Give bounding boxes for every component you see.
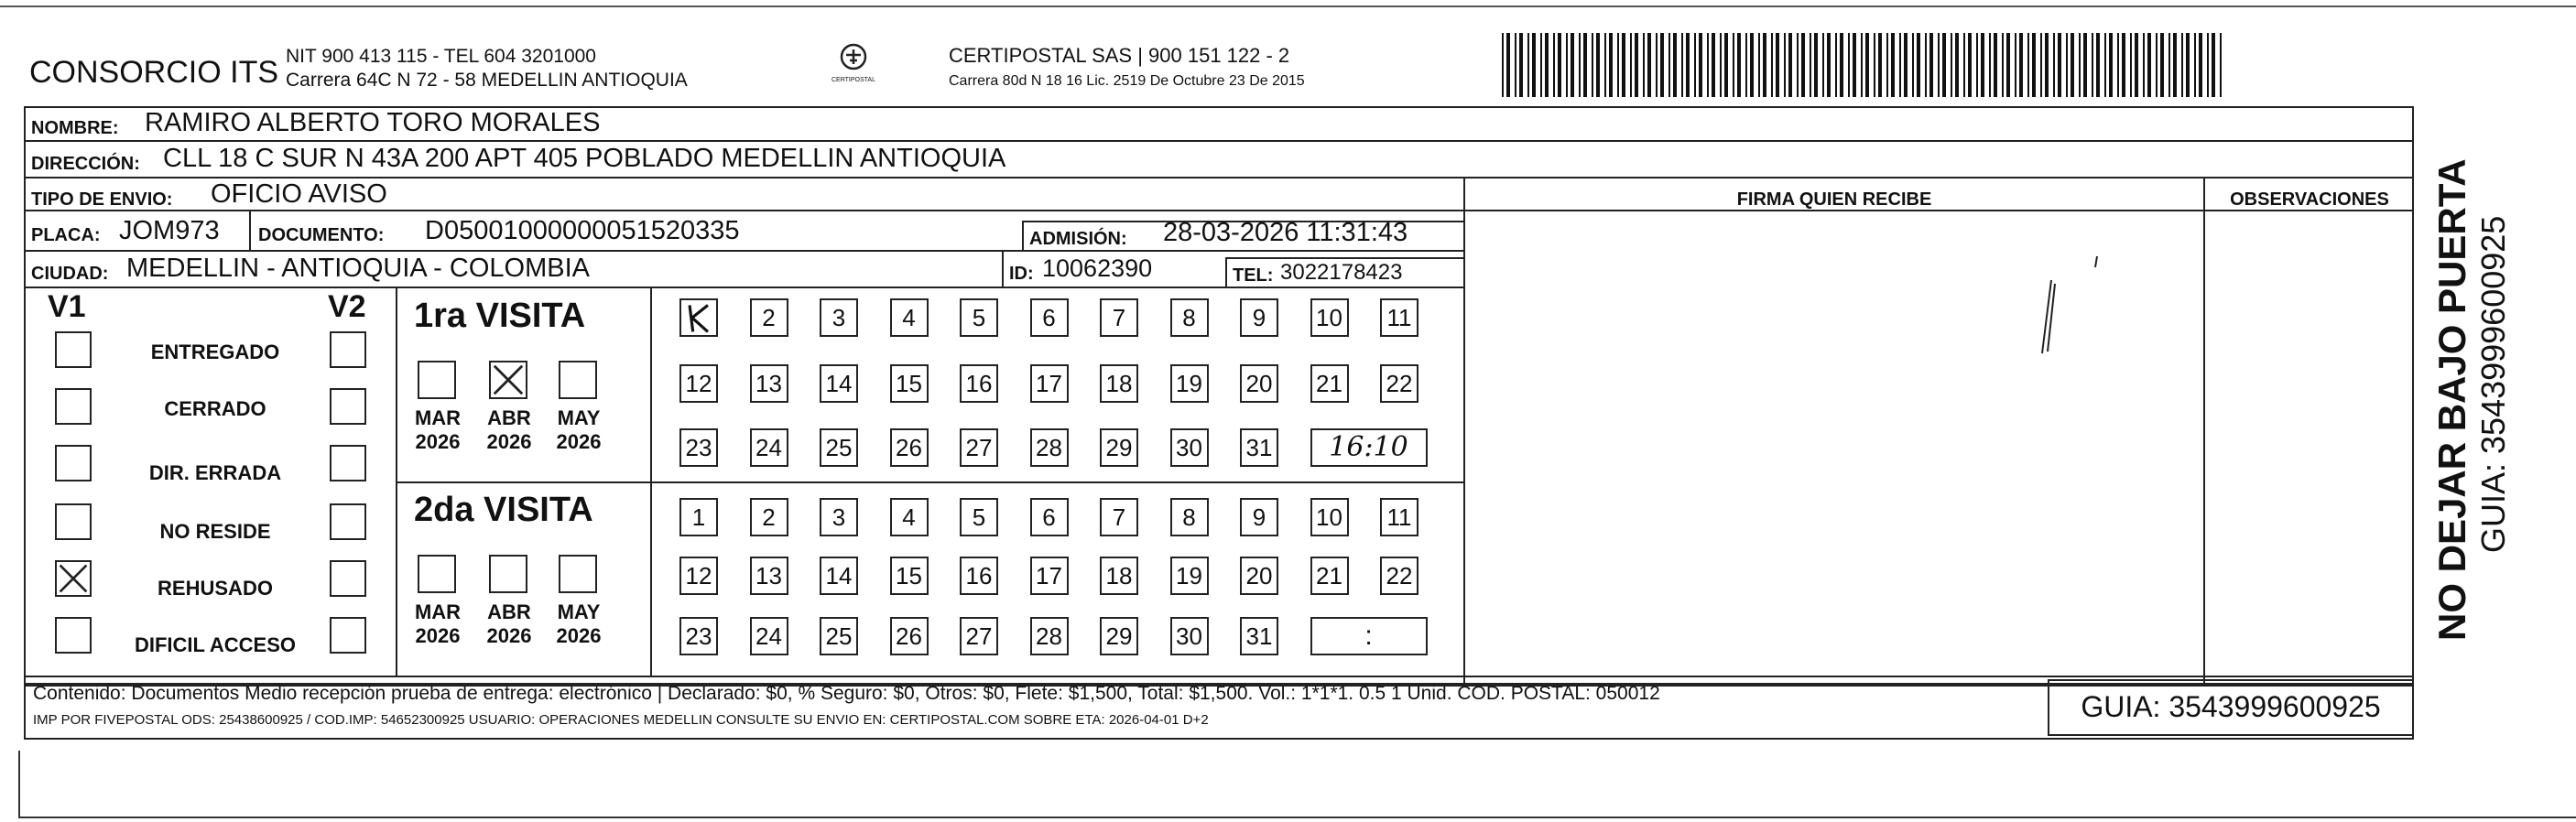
carrier-line1: CERTIPOSTAL SAS | 900 151 122 - 2 xyxy=(949,44,1290,67)
barcode-bar xyxy=(2071,33,2074,97)
visit1-day-box[interactable]: 23 xyxy=(679,428,718,467)
barcode-bar xyxy=(2104,33,2106,97)
barcode-bar xyxy=(1853,33,1856,97)
visit1-day-box[interactable] xyxy=(679,298,718,337)
visit-separator xyxy=(396,481,1463,483)
barcode-bar xyxy=(1532,33,1536,97)
barcode-bar xyxy=(1515,33,1516,97)
visit2-day-box[interactable]: 28 xyxy=(1030,617,1069,655)
footer-content: Contenido: Documentos Medio recepción prueba de entrega: electrónico | Declarado: $0, % Seguro: $0, Otros: $0, Flete: $1,500, Total: $1,500. Vol.: 1*1*1. 0.5 1 Unid. COD. POSTAL: 050012 xyxy=(33,683,1660,704)
barcode-bar xyxy=(1968,33,1972,97)
barcode-bar xyxy=(1502,33,1504,97)
visit2-month-checkbox[interactable] xyxy=(559,555,597,593)
footer-imp: IMP POR FIVEPOSTAL ODS: 25438600925 / COD.IMP: 54652300925 USUARIO: OPERACIONES MEDELLIN CONSULTE SU ENVIO EN: CERTIPOSTAL.COM SOBRE ETA: 2026-04-01 D+2 xyxy=(33,712,1209,728)
barcode-bar xyxy=(1929,33,1933,97)
visit1-month-year: 2026 xyxy=(486,430,532,453)
visit2-day-box[interactable]: 17 xyxy=(1030,557,1069,595)
barcode-bar xyxy=(1827,33,1831,97)
tel-label: TEL: xyxy=(1233,265,1274,286)
visit2-day-box[interactable]: 9 xyxy=(1240,498,1278,536)
visit1-day-box[interactable]: 29 xyxy=(1100,428,1138,467)
barcode-bar xyxy=(1938,33,1940,97)
barcode-bar xyxy=(1724,33,1728,97)
visit2-month-label xyxy=(473,600,546,648)
barcode-bar xyxy=(1763,33,1766,97)
name-label: NOMBRE: xyxy=(31,118,119,138)
barcode-bar xyxy=(2147,33,2151,97)
barcode-bar xyxy=(2117,33,2119,97)
barcode-bar xyxy=(2027,33,2029,97)
id-divider xyxy=(1002,252,1004,288)
v1-checkbox[interactable] xyxy=(55,560,92,597)
visit1-day-box[interactable]: 20 xyxy=(1240,364,1278,403)
barcode-bar xyxy=(1925,33,1927,97)
visit2-day-box[interactable]: 26 xyxy=(890,617,929,655)
barcode-bar xyxy=(2002,33,2004,97)
barcode-bar xyxy=(2092,33,2093,97)
visit2-day-box[interactable]: 1 xyxy=(679,498,718,536)
visit1-day-box[interactable]: 13 xyxy=(750,364,788,403)
barcode-bar xyxy=(2109,33,2113,97)
barcode-bar xyxy=(2006,33,2010,97)
barcode-bar xyxy=(1737,33,1741,97)
visit1-day-box[interactable]: 10 xyxy=(1310,298,1349,337)
visit1-day-box[interactable]: 11 xyxy=(1380,298,1418,337)
visit2-day-box[interactable]: 14 xyxy=(820,557,858,595)
visit2-day-box[interactable]: 24 xyxy=(750,617,788,655)
barcode-bar xyxy=(1810,33,1811,97)
barcode-bar xyxy=(1776,33,1779,97)
footer-guia: GUIA: 3543999600925 xyxy=(2081,690,2381,723)
logo-text: CERTIPOSTAL xyxy=(831,77,875,83)
visit2-day-box[interactable]: 8 xyxy=(1170,498,1209,536)
barcode-bar xyxy=(1527,33,1529,97)
visit2-month-checkbox[interactable] xyxy=(489,555,527,593)
barcode-bar xyxy=(1630,33,1632,97)
status-label: DIR. ERRADA xyxy=(148,461,282,484)
shipment-type: OFICIO AVISO xyxy=(211,179,387,209)
barcode-bar xyxy=(1558,33,1561,97)
visit1-month-label xyxy=(542,406,615,454)
barcode-bar xyxy=(1660,33,1664,97)
company-name: CONSORCIO ITS xyxy=(29,55,279,90)
barcode-bar xyxy=(2058,33,2061,97)
barcode-bar xyxy=(1519,33,1523,97)
id-label: ID: xyxy=(1009,264,1034,284)
barcode-bar xyxy=(1976,33,1978,97)
barcode-bar xyxy=(1814,33,1818,97)
status-label: CERRADO xyxy=(164,397,266,420)
visit1-month-label xyxy=(473,406,546,454)
barcode-bar xyxy=(1955,33,1959,97)
barcode-bar xyxy=(2040,33,2042,97)
v1-label: V1 xyxy=(48,289,86,324)
barcode-bar xyxy=(1733,33,1734,97)
barcode-bar xyxy=(1801,33,1805,97)
barcode-bar xyxy=(1681,33,1683,97)
visit2-day-box[interactable]: 16 xyxy=(960,557,998,595)
visit2-day-box[interactable]: 19 xyxy=(1170,557,1209,595)
barcode-bar xyxy=(2168,33,2170,97)
visit1-day-box[interactable]: 25 xyxy=(820,428,858,467)
visit2-day-box[interactable]: 18 xyxy=(1100,557,1138,595)
certipostal-logo xyxy=(830,40,877,95)
visit2-day-box[interactable]: 31 xyxy=(1240,617,1278,655)
visit1-day-box[interactable]: 5 xyxy=(960,298,998,337)
barcode-bar xyxy=(1647,33,1651,97)
visit2-day-box[interactable]: 2 xyxy=(750,498,788,536)
barcode-bar xyxy=(1699,33,1702,97)
visit1-day-box[interactable]: 3 xyxy=(820,298,858,337)
v2-checkbox[interactable] xyxy=(330,560,366,597)
barcode-bar xyxy=(2066,33,2068,97)
barcode-bar xyxy=(1712,33,1715,97)
barcode-bar xyxy=(1784,33,1786,97)
barcode-bar xyxy=(2032,33,2036,97)
barcode-bar xyxy=(1596,33,1600,97)
barcode-bar xyxy=(1904,33,1908,97)
barcode-bar xyxy=(1694,33,1696,97)
id-value: 10062390 xyxy=(1042,254,1153,282)
visit1-day-box[interactable]: 15 xyxy=(890,364,929,403)
visit2-day-box[interactable]: 15 xyxy=(890,557,929,595)
tel-top-line xyxy=(1225,257,1465,259)
barcode-bar xyxy=(1886,33,1888,97)
barcode-bar xyxy=(1707,33,1709,97)
visit2-month-name: MAY xyxy=(557,600,601,623)
barcode-bar xyxy=(2053,33,2055,97)
visit1-month-name: MAY xyxy=(557,406,601,429)
admission-label: ADMISIÓN: xyxy=(1029,229,1127,249)
city-label: CIUDAD: xyxy=(31,264,109,284)
visit2-day-box[interactable]: 30 xyxy=(1170,617,1209,655)
visit2-day-box[interactable]: 11 xyxy=(1380,498,1418,536)
barcode-bar xyxy=(1745,33,1747,97)
visit1-day-box[interactable]: 18 xyxy=(1100,364,1138,403)
visit1-month-name: MAR xyxy=(414,406,462,429)
visit1-day-box[interactable]: 30 xyxy=(1170,428,1209,467)
visit1-day-box[interactable]: 8 xyxy=(1170,298,1209,337)
visit2-month-year: 2026 xyxy=(556,624,602,647)
barcode-bar xyxy=(2173,33,2177,97)
visit1-day-box[interactable]: 16 xyxy=(960,364,998,403)
document-label: DOCUMENTO: xyxy=(258,225,385,245)
barcode-bar xyxy=(1840,33,1843,97)
visit1-day-box[interactable]: 17 xyxy=(1030,364,1069,403)
v1-checkbox[interactable] xyxy=(55,617,92,654)
plate-value: JOM973 xyxy=(119,216,220,245)
barcode-bar xyxy=(1951,33,1952,97)
v1-checkbox[interactable] xyxy=(55,445,92,481)
visit2-day-box[interactable]: 21 xyxy=(1310,557,1349,595)
visit2-month-checkbox[interactable] xyxy=(418,555,456,593)
status-label: DIFICIL ACCESO xyxy=(134,633,296,656)
visit1-month-year: 2026 xyxy=(556,430,602,453)
visit2-day-box[interactable]: 6 xyxy=(1030,498,1069,536)
barcode-bar xyxy=(1540,33,1542,97)
visit2-day-box[interactable]: 23 xyxy=(679,617,718,655)
v1-checkbox[interactable] xyxy=(55,503,92,540)
barcode-bar xyxy=(1981,33,1984,97)
visit1-day-box[interactable]: 9 xyxy=(1240,298,1278,337)
barcode-bar xyxy=(2194,33,2196,97)
visit2-day-box[interactable]: 27 xyxy=(960,617,998,655)
company-line2: Carrera 64C N 72 - 58 MEDELLIN ANTIOQUIA xyxy=(286,70,688,91)
barcode-bar xyxy=(1635,33,1638,97)
barcode-bar xyxy=(1942,33,1946,97)
barcode-bar xyxy=(1579,33,1581,97)
barcode-bar xyxy=(1609,33,1613,97)
visit2-day-box[interactable]: 22 xyxy=(1380,557,1418,595)
visit1-day-box[interactable]: 22 xyxy=(1380,364,1418,403)
barcode-bar xyxy=(1750,33,1754,97)
visit1-day-box[interactable]: 24 xyxy=(750,428,788,467)
barcode-bar xyxy=(2212,33,2215,97)
barcode-bar xyxy=(2083,33,2087,97)
barcode-bar xyxy=(1788,33,1792,97)
visit1-day-box[interactable]: 28 xyxy=(1030,428,1069,467)
barcode-bar xyxy=(1656,33,1658,97)
visit2-day-box[interactable]: 7 xyxy=(1100,498,1138,536)
status-label: NO RESIDE xyxy=(159,520,271,543)
visit2-month-name: MAR xyxy=(414,600,462,623)
visit1-day-box[interactable]: 21 xyxy=(1310,364,1349,403)
barcode-bar xyxy=(2019,33,2023,97)
barcode-bar xyxy=(1506,33,1510,97)
city-value: MEDELLIN - ANTIOQUIA - COLOMBIA xyxy=(126,254,590,283)
visit2-day-box[interactable]: 25 xyxy=(820,617,858,655)
visit1-day-box[interactable]: 6 xyxy=(1030,298,1069,337)
barcode-bar xyxy=(1592,33,1593,97)
visit2-month-year: 2026 xyxy=(486,624,532,647)
barcode-bar xyxy=(1891,33,1895,97)
admission-divider xyxy=(1022,221,1024,252)
admission-value: 28-03-2026 11:31:43 xyxy=(1163,218,1408,247)
barcode-bar xyxy=(1822,33,1824,97)
v2-label: V2 xyxy=(328,289,366,324)
barcode-bar xyxy=(2143,33,2145,97)
v1-checkbox[interactable] xyxy=(55,388,92,425)
barcode-bar xyxy=(1912,33,1914,97)
visit1-month-label xyxy=(401,406,474,454)
barcode-bar xyxy=(2130,33,2132,97)
barcode-bar xyxy=(2135,33,2138,97)
barcode-bar xyxy=(1989,33,1991,97)
visit1-month-checkbox[interactable] xyxy=(559,361,597,399)
address-label: DIRECCIÓN: xyxy=(31,154,140,174)
barcode-bar xyxy=(1758,33,1760,97)
barcode-bar xyxy=(2199,33,2202,97)
barcode-bar xyxy=(2160,33,2164,97)
side-warning: NO DEJAR BAJO PUERTA xyxy=(2430,158,2473,641)
barcode-bar xyxy=(1848,33,1850,97)
barcode-bar xyxy=(1604,33,1606,97)
footer-outer-line xyxy=(24,685,2414,740)
tel-divider xyxy=(1225,257,1227,288)
visit1-title: 1ra VISITA xyxy=(414,297,586,335)
visit2-day-box[interactable]: 20 xyxy=(1240,557,1278,595)
visit2-day-box[interactable]: 3 xyxy=(820,498,858,536)
visit2-time-box[interactable]: : xyxy=(1310,617,1428,655)
barcode-bar xyxy=(1861,33,1863,97)
plate-divider xyxy=(249,211,251,252)
tel-value: 3022178423 xyxy=(1280,260,1403,285)
visit1-day-box[interactable]: 7 xyxy=(1100,298,1138,337)
visit2-day-box[interactable]: 10 xyxy=(1310,498,1349,536)
status-label: ENTREGADO xyxy=(150,341,280,363)
barcode-bar xyxy=(2181,33,2183,97)
barcode-bar xyxy=(1835,33,1837,97)
barcode-bar xyxy=(2207,33,2209,97)
visit1-day-box[interactable]: 31 xyxy=(1240,428,1278,467)
visit1-day-box[interactable]: 2 xyxy=(750,298,788,337)
barcode-bar xyxy=(2079,33,2081,97)
barcode-bar xyxy=(1865,33,1869,97)
barcode-bar xyxy=(1917,33,1920,97)
signature-mark xyxy=(2024,253,2106,362)
visit1-time-box[interactable]: 16:10 xyxy=(1310,428,1428,467)
barcode-bar xyxy=(1771,33,1773,97)
visit1-month-year: 2026 xyxy=(415,430,461,453)
plate-label: PLACA: xyxy=(31,225,101,245)
v2-checkbox[interactable] xyxy=(330,503,366,540)
company-line1: NIT 900 413 115 - TEL 604 3201000 xyxy=(286,46,596,67)
signature-header: FIRMA QUIEN RECIBE xyxy=(1736,189,1932,210)
barcode-bar xyxy=(1720,33,1722,97)
barcode-bar xyxy=(1963,33,1965,97)
v2-checkbox[interactable] xyxy=(330,331,366,368)
recipient-name: RAMIRO ALBERTO TORO MORALES xyxy=(145,108,601,137)
barcode-bar xyxy=(1686,33,1690,97)
barcode xyxy=(1502,33,2225,97)
visit2-month-label xyxy=(542,600,615,648)
visit2-month-year: 2026 xyxy=(415,624,461,647)
visit1-day-box[interactable]: 19 xyxy=(1170,364,1209,403)
visit2-day-box[interactable]: 5 xyxy=(960,498,998,536)
visit2-month-name: ABR xyxy=(487,600,531,623)
barcode-bar xyxy=(1899,33,1901,97)
barcode-bar xyxy=(2122,33,2125,97)
barcode-bar xyxy=(1643,33,1645,97)
visit2-day-box[interactable]: 12 xyxy=(679,557,718,595)
barcode-bar xyxy=(1566,33,1568,97)
barcode-bar xyxy=(2220,33,2222,97)
visit2-month-label xyxy=(401,600,474,648)
visit1-day-box[interactable]: 26 xyxy=(890,428,929,467)
barcode-bar xyxy=(1571,33,1574,97)
barcode-bar xyxy=(1673,33,1677,97)
visit2-day-box[interactable]: 13 xyxy=(750,557,788,595)
v2-checkbox[interactable] xyxy=(330,617,366,654)
visit1-day-box[interactable]: 27 xyxy=(960,428,998,467)
barcode-bar xyxy=(1994,33,1997,97)
type-label: TIPO DE ENVIO: xyxy=(31,189,173,210)
recipient-address: CLL 18 C SUR N 43A 200 APT 405 POBLADO MEDELLIN ANTIOQUIA xyxy=(163,144,1006,173)
carrier-line2: Carrera 80d N 18 16 Lic. 2519 De Octubre 23 De 2015 xyxy=(949,73,1305,89)
barcode-bar xyxy=(1553,33,1555,97)
v2-checkbox[interactable] xyxy=(330,388,366,425)
v1-checkbox[interactable] xyxy=(55,331,92,368)
barcode-bar xyxy=(1545,33,1549,97)
barcode-bar xyxy=(2015,33,2016,97)
barcode-bar xyxy=(1583,33,1587,97)
barcode-bar xyxy=(1622,33,1625,97)
barcode-bar xyxy=(2096,33,2100,97)
visit1-month-name: ABR xyxy=(487,406,531,429)
barcode-bar xyxy=(1797,33,1799,97)
barcode-bar xyxy=(1874,33,1875,97)
document-value: D05001000000051520335 xyxy=(425,216,740,245)
visit2-day-box[interactable]: 4 xyxy=(890,498,929,536)
visit2-title: 2da VISITA xyxy=(414,491,593,529)
top-rule xyxy=(0,5,2576,7)
barcode-bar xyxy=(1878,33,1882,97)
visit1-day-box[interactable]: 4 xyxy=(890,298,929,337)
visit1-day-box[interactable]: 14 xyxy=(820,364,858,403)
v2-checkbox[interactable] xyxy=(330,445,366,481)
side-guia: GUIA: 3543999600925 xyxy=(2474,215,2512,553)
barcode-bar xyxy=(1617,33,1619,97)
barcode-bar xyxy=(2156,33,2158,97)
outer-frame xyxy=(18,751,2576,818)
barcode-bar xyxy=(1668,33,1670,97)
barcode-bar xyxy=(2186,33,2190,97)
status-label: REHUSADO xyxy=(158,577,273,600)
visit1-day-box[interactable]: 12 xyxy=(679,364,718,403)
visit1-month-checkbox[interactable] xyxy=(418,361,456,399)
observations-header: OBSERVACIONES xyxy=(2230,189,2389,210)
barcode-bar xyxy=(2045,33,2049,97)
obs-col-divider xyxy=(2203,178,2205,685)
visit1-month-checkbox[interactable] xyxy=(489,361,527,399)
visit2-day-box[interactable]: 29 xyxy=(1100,617,1138,655)
